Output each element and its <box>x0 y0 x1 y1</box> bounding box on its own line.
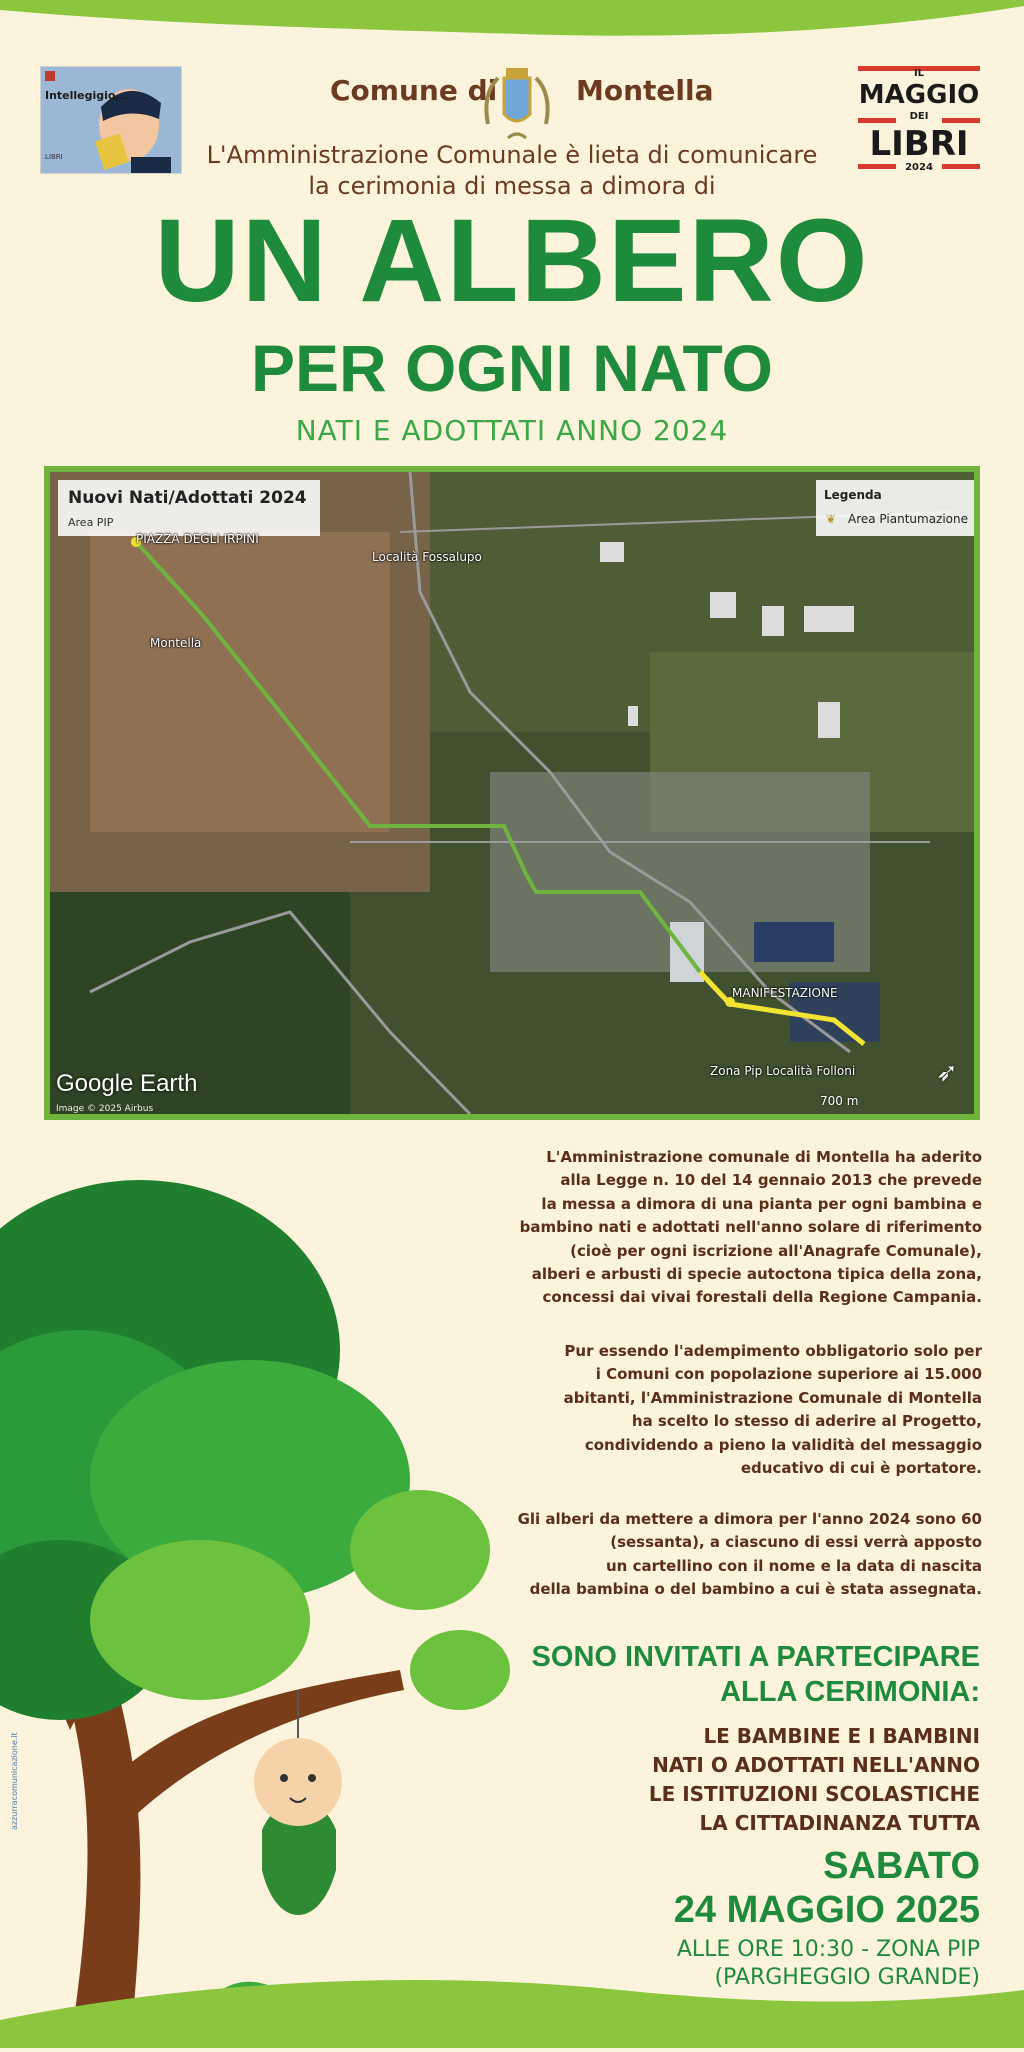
left-logo-label: Intellegigio... <box>45 89 129 102</box>
label-zona-pip: Zona Pip Località Folloni <box>710 1064 856 1078</box>
paragraph-line: della bambina o del bambino a cui è stata assegnata. <box>529 1580 982 1599</box>
top-decoration <box>0 0 1024 60</box>
legend-title: Legenda <box>824 488 882 502</box>
map-title: Nuovi Nati/Adottati 2024 <box>68 488 307 508</box>
event-day: SABATO <box>823 1845 980 1887</box>
main-title: UN ALBERO <box>154 195 870 327</box>
paragraph-line: condividendo a pieno la validità del messaggio <box>584 1435 982 1454</box>
label-fossalupo: Località Fossalupo <box>372 550 482 564</box>
invitee-list <box>440 1722 980 1838</box>
paragraph-line: abitanti, l'Amministrazione Comunale di Montella <box>563 1388 982 1407</box>
map-subtitle: Area PIP <box>68 516 114 529</box>
label-manifestazione: MANIFESTAZIONE <box>732 986 838 1000</box>
paragraph-line: i Comuni con popolazione superiore ai 15.000 <box>595 1365 982 1384</box>
comune-label-right: Montella <box>576 74 714 107</box>
invite-line-1: SONO INVITATI A PARTECIPARE <box>531 1641 980 1673</box>
paragraph-line: Pur essendo l'adempimento obbligatorio solo per <box>564 1342 982 1360</box>
credit-text: azzurracomunicazione.it <box>10 1732 19 1830</box>
event-date <box>440 1844 980 1932</box>
legend-item: Area Piantumazione <box>848 512 969 526</box>
left-logo-tiny: LIBRI <box>45 153 63 161</box>
paragraph-line: Gli alberi da mettere a dimora per l'anno 2024 sono 60 <box>517 1510 982 1528</box>
year-line: NATI E ADOTTATI ANNO 2024 <box>295 414 729 447</box>
paragraph-line: (cioè per ogni iscrizione all'Anagrafe Comunale), <box>570 1241 982 1260</box>
list-item: LE ISTITUZIONI SCOLASTICHE <box>648 1782 980 1806</box>
paragraph-2 <box>440 1340 982 1480</box>
tree-marker-icon: ❦ <box>826 512 837 526</box>
paragraph-line: L'Amministrazione comunale di Montella ha aderito <box>546 1148 982 1166</box>
paragraph-line: la messa a dimora di una pianta per ogni bambina e <box>541 1194 982 1213</box>
intro-line-2: la cerimonia di messa a dimora di <box>308 172 716 200</box>
label-piazza: PIAZZA DEGLI IRPINI <box>136 532 259 546</box>
map-title-box <box>58 480 320 536</box>
event-place: (PARGHEGGIO GRANDE) <box>714 1965 980 1990</box>
label-montella: Montella <box>150 636 202 650</box>
paragraph-line: un cartellino con il nome e la data di nascita <box>606 1556 982 1575</box>
google-earth-logo: Google Earth <box>56 1070 198 1097</box>
map-legend <box>816 480 976 536</box>
intro-text <box>150 140 874 202</box>
satellite-image <box>50 472 974 1114</box>
map-copyright: Image © 2025 Airbus <box>56 1104 154 1114</box>
list-item: LE BAMBINE E I BAMBINI <box>703 1724 980 1748</box>
comune-header <box>330 64 714 144</box>
paragraph-line: alla Legge n. 10 del 14 gennaio 2013 che prevede <box>560 1171 982 1190</box>
north-arrow-icon: ➶ <box>936 1058 958 1088</box>
event-time-value: ALLE ORE 10:30 - ZONA PIP <box>676 1937 980 1962</box>
paragraph-line: ha scelto lo stesso di aderire al Progetto, <box>631 1412 982 1431</box>
paragraph-line: concessi dai vivai forestali della Regione Campania. <box>542 1288 982 1307</box>
event-date-value: 24 MAGGIO 2025 <box>673 1889 980 1931</box>
map-scale: 700 m <box>820 1094 859 1108</box>
comune-label-left: Comune di <box>330 74 498 107</box>
crest-icon <box>478 64 556 150</box>
list-item: NATI O ADOTTATI NELL'ANNO <box>652 1753 980 1777</box>
invite-heading <box>440 1640 980 1710</box>
paragraph-line: educativo di cui è portatore. <box>740 1459 982 1478</box>
paragraph-line: bambino nati e adottati nell'anno solare di riferimento <box>519 1218 982 1237</box>
route-map <box>44 466 980 1120</box>
paragraph-1 <box>440 1146 982 1310</box>
list-item: LA CITTADINANZA TUTTA <box>699 1811 980 1835</box>
paragraph-line: alberi e arbusti di specie autoctona tipica della zona, <box>531 1265 982 1284</box>
intro-line-1: L'Amministrazione Comunale è lieta di comunicare <box>206 141 818 169</box>
bottom-decoration <box>0 1960 1024 2048</box>
paragraph-3 <box>440 1508 982 1602</box>
paragraph-line: (sessanta), a ciascuno di essi verrà apposto <box>610 1533 982 1552</box>
maggio-dei-libri-logo: IL MAGGIO DEI LIBRI 2024 <box>858 68 980 173</box>
invite-line-2: ALLA CERIMONIA: <box>720 1676 980 1708</box>
sub-title: PER OGNI NATO <box>251 331 773 405</box>
